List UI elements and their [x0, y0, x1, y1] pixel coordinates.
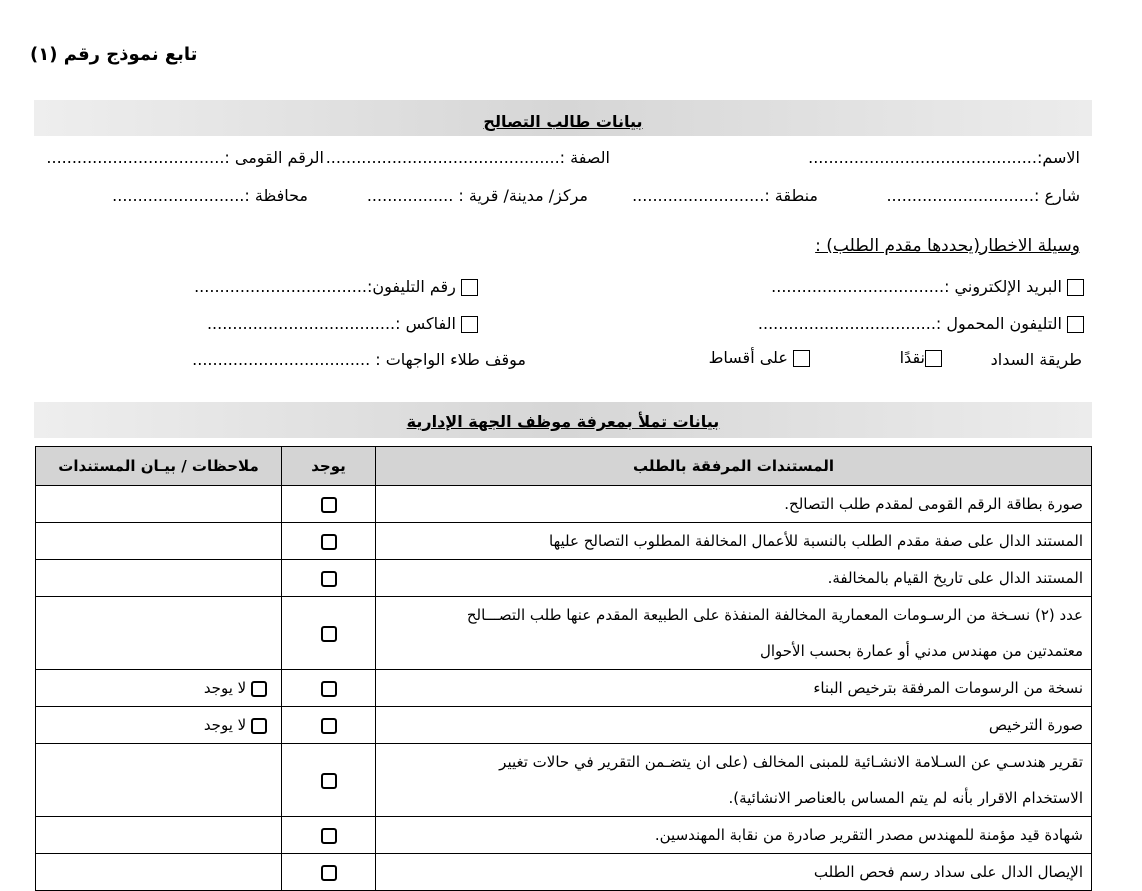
admin-section-title: بيانات تملأ بمعرفة موظف الجهة الإدارية — [406, 412, 720, 431]
table-row — [36, 597, 1092, 670]
mobile-label: التليفون المحمول :................................... — [757, 314, 1062, 333]
exists-cell — [282, 670, 376, 707]
documents-column-header: المستندات المرفقة بالطلب — [376, 447, 1092, 486]
table-header-row — [36, 447, 1092, 486]
phone-option[interactable] — [194, 277, 478, 296]
exists-checkbox[interactable] — [321, 681, 337, 697]
not-exists-label: لا يوجد — [203, 679, 247, 697]
notes-cell — [36, 670, 282, 707]
street-field[interactable]: شارع :............................. — [886, 186, 1080, 205]
installments-option[interactable] — [709, 348, 810, 367]
notes-cell[interactable] — [36, 523, 282, 560]
cash-option[interactable] — [900, 348, 942, 367]
notes-cell[interactable] — [36, 817, 282, 854]
exists-cell — [282, 744, 376, 817]
payment-method-label: طريقة السداد — [990, 350, 1082, 369]
document-cell: الإيصال الدال على سداد رسم فحص الطلب — [376, 854, 1092, 891]
fax-label: الفاكس :..................................... — [206, 314, 456, 333]
checkbox-icon[interactable] — [925, 350, 942, 367]
installments-label: على أقساط — [708, 348, 788, 367]
checkbox-icon[interactable] — [1067, 279, 1084, 296]
checkbox-icon[interactable] — [461, 279, 478, 296]
document-line: تقرير هندسـي عن السـلامة الانشـائية للمبنى المخالف (على ان يتضـمن التقرير في حالات تغيير — [499, 753, 1083, 771]
document-line: معتمدتين من مهندس مدني أو عمارة بحسب الأحوال — [759, 642, 1083, 660]
exists-checkbox[interactable] — [321, 497, 337, 513]
area-field[interactable]: منطقة :.......................... — [632, 186, 818, 205]
table-row — [36, 670, 1092, 707]
exists-column-header: يوجد — [282, 447, 376, 486]
notes-cell[interactable] — [36, 486, 282, 523]
exists-checkbox[interactable] — [321, 534, 337, 550]
notes-cell — [36, 707, 282, 744]
applicant-row-1 — [40, 148, 1080, 172]
fax-option[interactable] — [207, 314, 478, 333]
exists-cell — [282, 486, 376, 523]
exists-checkbox[interactable] — [321, 865, 337, 881]
exists-cell — [282, 560, 376, 597]
documents-table — [35, 446, 1092, 891]
table-row — [36, 707, 1092, 744]
exists-cell — [282, 597, 376, 670]
exists-checkbox[interactable] — [321, 626, 337, 642]
mobile-option[interactable] — [758, 314, 1084, 333]
phone-label: رقم التليفون:.................................. — [194, 277, 456, 296]
exists-cell — [282, 817, 376, 854]
notes-cell[interactable] — [36, 744, 282, 817]
not-exists-label: لا يوجد — [203, 716, 247, 734]
exists-checkbox[interactable] — [321, 773, 337, 789]
checkbox-icon[interactable] — [793, 350, 810, 367]
document-cell — [376, 744, 1092, 817]
applicant-row-2 — [40, 186, 1080, 210]
notes-cell[interactable] — [36, 560, 282, 597]
checkbox-icon[interactable] — [461, 316, 478, 333]
table-row — [36, 486, 1092, 523]
notification-method-title: وسيلة الاخطار(يحددها مقدم الطلب) : — [815, 236, 1080, 256]
exists-cell — [282, 854, 376, 891]
document-cell: نسخة من الرسومات المرفقة بترخيص البناء — [376, 670, 1092, 707]
not-exists-checkbox[interactable] — [251, 681, 267, 697]
applicant-section-title: بيانات طالب التصالح — [483, 112, 643, 131]
document-cell: صورة الترخيص — [376, 707, 1092, 744]
governorate-field[interactable]: محافظة :.......................... — [112, 186, 308, 205]
email-option[interactable] — [771, 277, 1084, 296]
exists-checkbox[interactable] — [321, 718, 337, 734]
document-line: الاستخدام الاقرار بأنه لم يتم المساس بالعناصر الانشائية). — [728, 789, 1083, 807]
document-cell: صورة بطاقة الرقم القومى لمقدم طلب التصالح. — [376, 486, 1092, 523]
name-field[interactable]: الاسم:............................................. — [808, 148, 1080, 167]
document-cell — [376, 597, 1092, 670]
notes-cell[interactable] — [36, 597, 282, 670]
not-exists-checkbox[interactable] — [251, 718, 267, 734]
notes-column-header: ملاحظات / بيـان المستندات — [36, 447, 282, 486]
center-city-village-field[interactable]: مركز/ مدينة/ قرية : ................. — [366, 186, 588, 205]
exists-checkbox[interactable] — [321, 828, 337, 844]
document-line: عدد (٢) نسـخة من الرسـومات المعمارية المخالفة المنفذة على الطبيعة المقدم عنها طلب التصـــالح — [466, 606, 1083, 624]
table-row — [36, 560, 1092, 597]
exists-cell — [282, 523, 376, 560]
table-row — [36, 744, 1092, 817]
checkbox-icon[interactable] — [1067, 316, 1084, 333]
exists-checkbox[interactable] — [321, 571, 337, 587]
table-row — [36, 817, 1092, 854]
exists-cell — [282, 707, 376, 744]
capacity-field[interactable]: الصفة :.............................................. — [325, 148, 610, 167]
form-continuation-title: تابع نموذج رقم (١) — [30, 44, 198, 65]
notes-cell[interactable] — [36, 854, 282, 891]
table-row — [36, 854, 1092, 891]
national-id-field[interactable]: الرقم القومى :................................... — [46, 148, 324, 167]
facade-paint-field[interactable]: موقف طلاء الواجهات : ................................... — [192, 350, 526, 369]
document-cell: شهادة قيد مؤمنة للمهندس مصدر التقرير صادرة من نقابة المهندسين. — [376, 817, 1092, 854]
cash-label: نقدًا — [899, 348, 925, 367]
email-label: البريد الإلكتروني :.................................. — [771, 277, 1062, 296]
document-cell: المستند الدال على تاريخ القيام بالمخالفة. — [376, 560, 1092, 597]
document-cell: المستند الدال على صفة مقدم الطلب بالنسبة للأعمال المخالفة المطلوب التصالح عليها — [376, 523, 1092, 560]
table-row — [36, 523, 1092, 560]
